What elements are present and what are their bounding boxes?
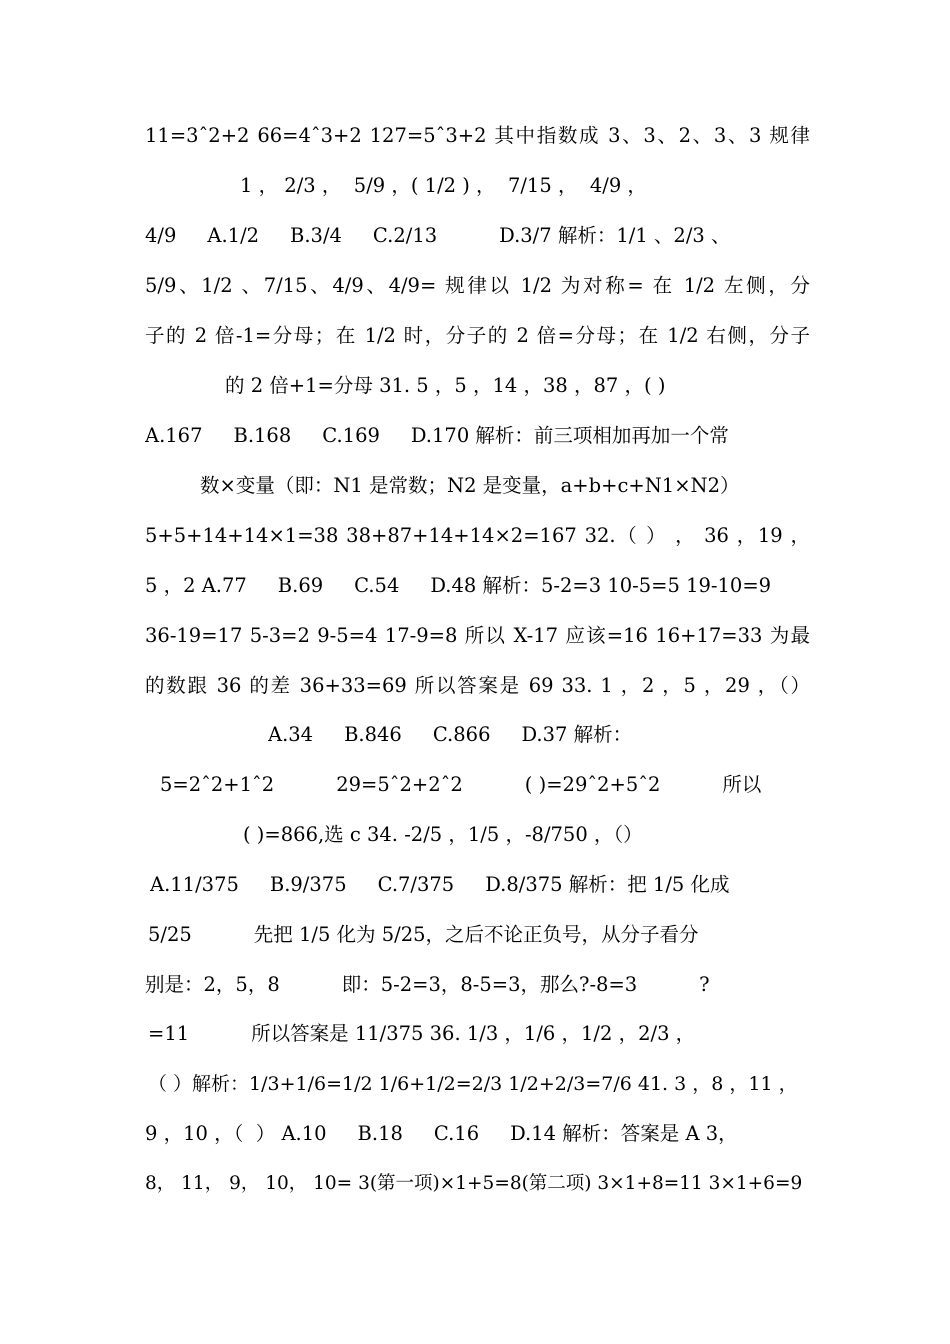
text-line: A.11/375 B.9/375 C.7/375 D.8/375 解析：把 1/5 化成: [150, 873, 730, 896]
text-line: 5+5+14+14×1=38 38+87+14+14×2=167 32.（ ） ， 36 ，19 ，: [145, 524, 810, 547]
text-line: A.34 B.846 C.866 D.37 解析：: [268, 723, 633, 746]
text-line: 9 ，10 ，（ ） A.10 B.18 C.16 D.14 解析：答案是 A 3，: [145, 1122, 738, 1145]
text-line: 别是：2，5，8 即：5-2=3，8-5=3，那么?-8=3 ?: [145, 973, 710, 996]
text-line: ( )=866,选 c 34. -2/5 ，1/5 ，-8/750 ，（）: [243, 823, 643, 846]
text-line: 1 ， 2/3 ， 5/9 ，( 1/2 ) ， 7/15 ， 4/9 ，: [240, 174, 647, 197]
text-line: 的 2 倍+1=分母 31. 5 ，5 ，14 ，38 ，87 ，( ): [225, 374, 666, 397]
text-line: A.167 B.168 C.169 D.170 解析：前三项相加再加一个常: [145, 424, 729, 447]
text-line: 子的 2 倍-1=分母；在 1/2 时，分子的 2 倍=分母；在 1/2 右侧，分子: [145, 324, 810, 347]
text-line: 4/9 A.1/2 B.3/4 C.2/13 D.3/7 解析：1/1 、2/3 、: [145, 224, 731, 247]
text-line: 11=3ˆ2+2 66=4ˆ3+2 127=5ˆ3+2 其中指数成 3、3、2、3、3 规律: [145, 124, 810, 147]
text-line: 5 ，2 A.77 B.69 C.54 D.48 解析：5-2=3 10-5=5 19-10=9: [145, 574, 772, 597]
text-line: 36-19=17 5-3=2 9-5=4 17-9=8 所以 X-17 应该=16 16+17=33 为最: [145, 624, 810, 647]
text-line: 8， 11， 9， 10， 10= 3(第一项)×1+5=8(第二项) 3×1+8=11 3×1+6=9: [145, 1173, 803, 1194]
text-line: （ ）解析：1/3+1/6=1/2 1/6+1/2=2/3 1/2+2/3=7/6 41. 3 ，8 ，11 ，: [148, 1073, 798, 1095]
text-line: 5=2ˆ2+1ˆ2 29=5ˆ2+2ˆ2 ( )=29ˆ2+5ˆ2 所以: [160, 773, 762, 796]
text-line: =11 所以答案是 11/375 36. 1/3 ，1/6 ，1/2 ，2/3 ，: [148, 1022, 696, 1045]
text-line: 数×变量（即：N1 是常数；N2 是变量，a+b+c+N1×N2）: [200, 474, 740, 497]
text-line: 5/9、1/2 、7/15、4/9、4/9= 规律以 1/2 为对称= 在 1/2 左侧，分: [145, 274, 810, 297]
text-line: 的数跟 36 的差 36+33=69 所以答案是 69 33. 1 ，2 ，5 ，29 ，（）: [145, 674, 810, 697]
text-line: 5/25 先把 1/5 化为 5/25，之后不论正负号，从分子看分: [148, 923, 699, 946]
